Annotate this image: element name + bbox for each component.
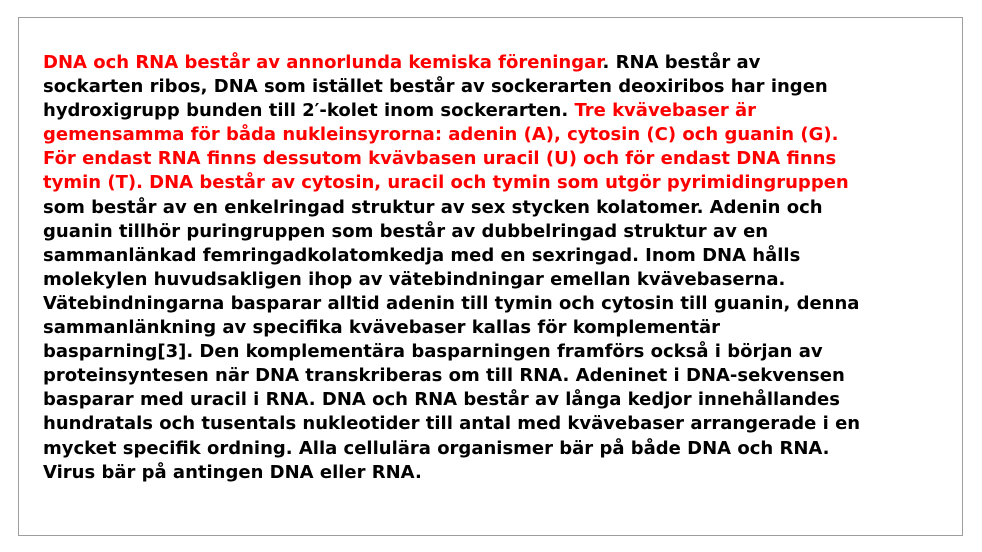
text-line <box>43 292 948 316</box>
text-line <box>43 123 948 147</box>
text-line <box>43 75 948 99</box>
body-text: mycket specifik ordning. Alla cellulära organismer bär på både DNA och RNA. <box>43 437 830 459</box>
body-text: Virus bär på antingen DNA eller RNA. <box>43 461 422 483</box>
text-line <box>43 388 948 412</box>
text-line <box>43 412 948 436</box>
text-line <box>43 244 948 268</box>
text-line <box>43 196 948 220</box>
body-text: basparar med uracil i RNA. DNA och RNA består av långa kedjor innehållandes <box>43 389 840 411</box>
body-text: sockarten ribos, DNA som istället består av sockerarten deoxiribos har ingen <box>43 76 828 98</box>
body-text: sammanlänkad femringadkolatomkedja med en sexringad. Inom DNA hålls <box>43 244 801 266</box>
highlighted-text: DNA och RNA består av annorlunda kemiska föreningar <box>43 52 603 73</box>
text-line <box>43 51 948 75</box>
text-line <box>43 316 948 340</box>
body-paragraph <box>43 51 948 485</box>
highlighted-text: Tre kvävebaser är <box>574 100 757 122</box>
text-line <box>43 461 948 485</box>
body-text: guanin tillhör puringruppen som består av dubbelringad struktur av en <box>43 220 769 242</box>
text-line <box>43 268 948 292</box>
body-text: hydroxigrupp bunden till 2′-kolet inom sockerarten. <box>43 100 575 122</box>
highlighted-text: tymin (T). DNA består av cytosin, uracil och tymin som utgör pyrimidingruppen <box>43 172 849 194</box>
body-text: sammanlänkning av specifika kvävebaser kallas för komplementär <box>43 317 720 339</box>
body-text: som består av en enkelringad struktur av sex stycken kolatomer. Adenin och <box>43 196 823 218</box>
highlighted-text: gemensamma för båda nukleinsyrorna: adenin (A), cytosin (C) och guanin (G). <box>43 124 839 146</box>
body-text: hundratals och tusentals nukleotider till antal med kvävebaser arrangerade i en <box>43 413 861 435</box>
text-line <box>43 147 948 171</box>
text-line <box>43 99 948 123</box>
text-line <box>43 437 948 461</box>
text-line <box>43 340 948 364</box>
body-text: Vätebindningarna basparar alltid adenin till tymin och cytosin till guanin, denna <box>43 292 860 314</box>
body-text: molekylen huvudsakligen ihop av vätebindningar emellan kvävebaserna. <box>43 268 786 290</box>
text-line <box>43 364 948 388</box>
body-text: basparning[3]. Den komplementära basparningen framförs också i början av <box>43 341 823 363</box>
highlighted-text: För endast RNA finns dessutom kvävbasen uracil (U) och för endast DNA finns <box>43 148 837 170</box>
body-text: proteinsyntesen när DNA transkriberas om till RNA. Adeninet i DNA-sekvensen <box>43 365 845 387</box>
text-line <box>43 171 948 195</box>
body-text: . RNA består av <box>602 52 761 73</box>
slide-frame <box>18 17 963 536</box>
text-line <box>43 220 948 244</box>
